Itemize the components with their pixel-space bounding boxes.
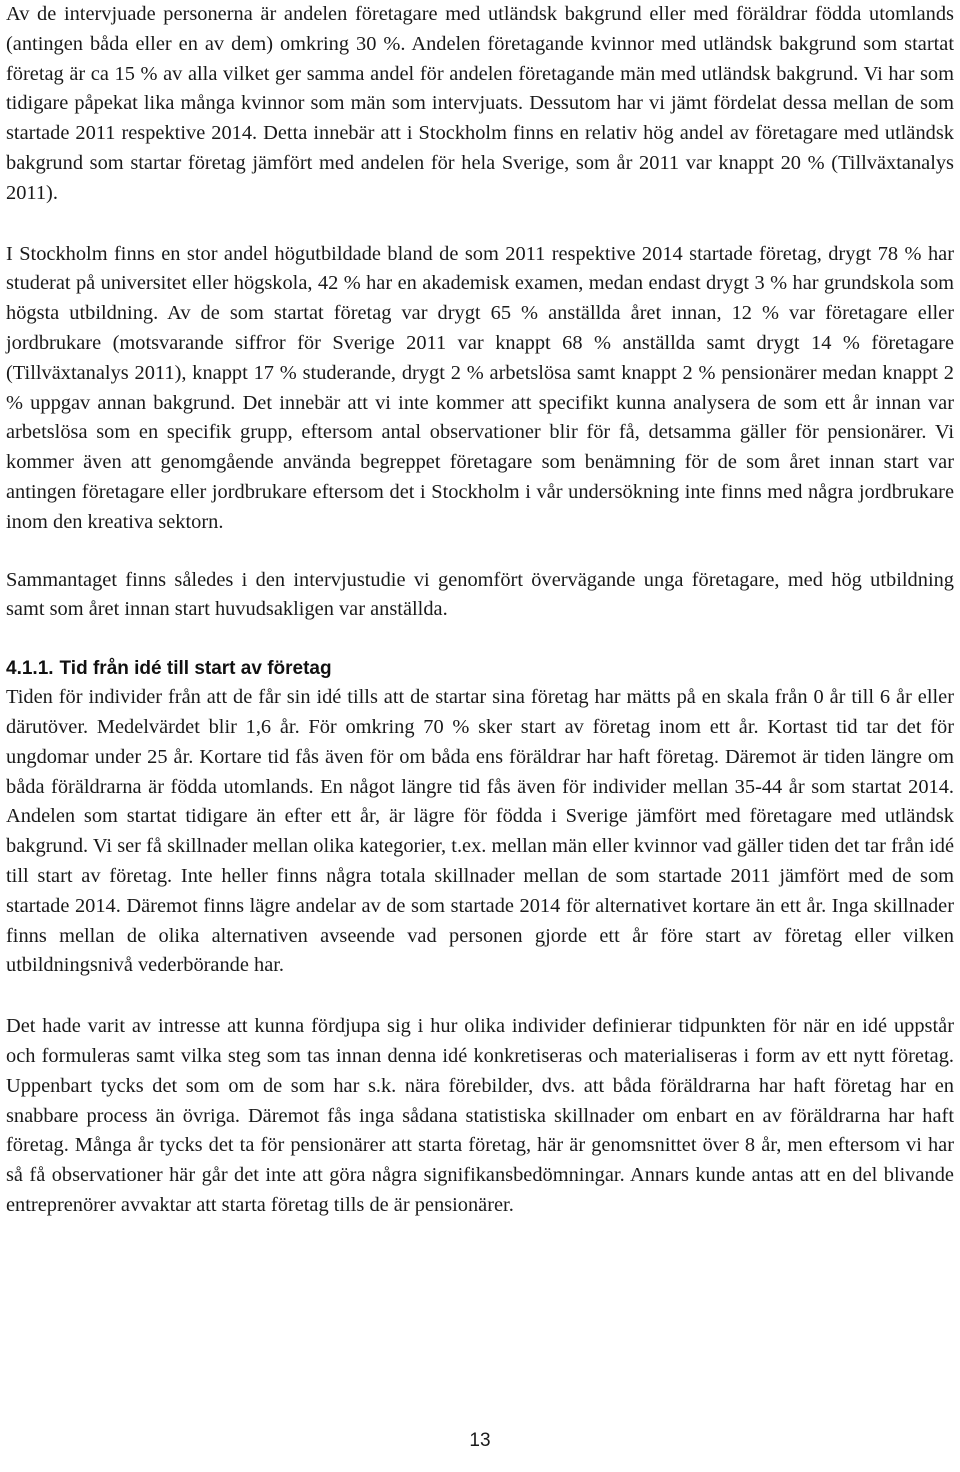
paragraph-time-to-start: Tiden för individer från att de får sin idé tills att de startar sina företag har mätts på en skala från 0 år till 6 år eller därutöver. Medelvärdet blir 1,6 år. För omkring 70 % sker start av företag inom ett år. Kortast tid tar det för ungdomar under 25 år. Kortare tid fås även för om båda ens föräldrar har haft företag. Däremot är tiden längre om båda föräldrarna är födda utomlands. En något längre tid fås även för individer mellan 35-44 år som startat 2014. Andelen som startat tidigare än efter ett år, är lägre för födda i Sverige jämfört med företagare med utländsk bakgrund. Vi ser få skillnader mellan olika kategorier, t.ex. mellan män eller kvinnor vad gäller tiden det tar från idé till start av företag. Inte heller finns några totala skillnader mellan de som startade 2011 jämfört med de som startade 2014. Däremot finns lägre andelar av de som startade 2014 för alternativet kortare än ett år. Inga skillnader finns mellan de olika alternativen avseende vad personen gjorde ett år före start av företag eller vilken utbildningsnivå vederbörande har. xyxy=(6,686,954,977)
section-title: Tid från idé till start av företag xyxy=(59,658,332,680)
paragraph-further-study: Det hade varit av intresse att kunna fördjupa sig i hur olika individer definierar tidpunkten för när en idé uppstår och formuleras samt vilka steg som tas innan denna idé konkretiseras och materialiseras i form av ett nytt företag. Uppenbart tycks det som om de som har s.k. nära förebilder, dvs. att båda föräldrarna har haft företag har en snabbare process än övriga. Däremot fås inga sådana statistiska skillnader om enbart en av föräldrarna har haft företag. Många år tycks det ta för pensionärer att starta företag, här är genomsnittet över 8 år, men eftersom vi har så få observationer här går det inte att göra några signifikansbedömningar. Annars kunde antas att en del blivande entreprenörer avvaktar att starta företag tills de är pensionärer. xyxy=(6,1015,954,1216)
paragraph-education: I Stockholm finns en stor andel högutbildade bland de som 2011 respektive 2014 startade företag, drygt 78 % har studerat på universitet eller högskola, 42 % har en akademisk examen, medan endast drygt 3 % har grundskola som högsta utbildning. Av de som startat företag var drygt 65 % anställda året innan, 12 % var företagare eller jordbrukare (motsvarande siffror för Sverige 2011 var knappt 68 % anställda samt drygt 14 % företagare (Tillväxtanalys 2011), knappt 17 % studerande, drygt 2 % arbetslösa samt knappt 2 % pensionärer medan knappt 2 % uppgav annan bakgrund. Det innebär att vi inte kommer att specifikt kunna analysera de som ett år innan var arbetslösa som en specifik grupp, eftersom antal observationer blir för få, detsamma gäller för pensionärer. Vi kommer även att genomgående använda begreppet företagare som benämning för de som året innan start var antingen företagare eller jordbrukare eftersom det i Stockholm i vår undersökning inte finns med några jordbrukare inom den kreativa sektorn. xyxy=(6,242,954,533)
document-page xyxy=(6,0,954,1221)
section-number: 4.1.1. xyxy=(6,658,54,680)
page-number: 13 xyxy=(469,1430,491,1451)
paragraph-summary: Sammantaget finns således i den intervjustudie vi genomfört övervägande unga företagare, med hög utbildning samt som året innan start huvudsakligen var anställda. xyxy=(6,568,954,621)
paragraph-foreign-background: Av de intervjuade personerna är andelen företagare med utländsk bakgrund eller med föräldrar födda utomlands (antingen båda eller en av dem) omkring 30 %. Andelen företagande kvinnor med utländsk bakgrund som startat företag är ca 15 % av alla vilket ger samma andel för andelen företagande män med utländsk bakgrund. Vi har som tidigare påpekat lika många kvinnor som män som intervjuats. Dessutom har vi jämt fördelat dessa mellan de som startade 2011 respektive 2014. Detta innebär att i Stockholm finns en relativ hög andel av företagare med utländsk bakgrund som startar företag jämfört med andelen för hela Sverige, som år 2011 var knappt 20 % (Tillväxtanalys 2011). xyxy=(6,3,954,204)
section-heading xyxy=(6,655,954,683)
